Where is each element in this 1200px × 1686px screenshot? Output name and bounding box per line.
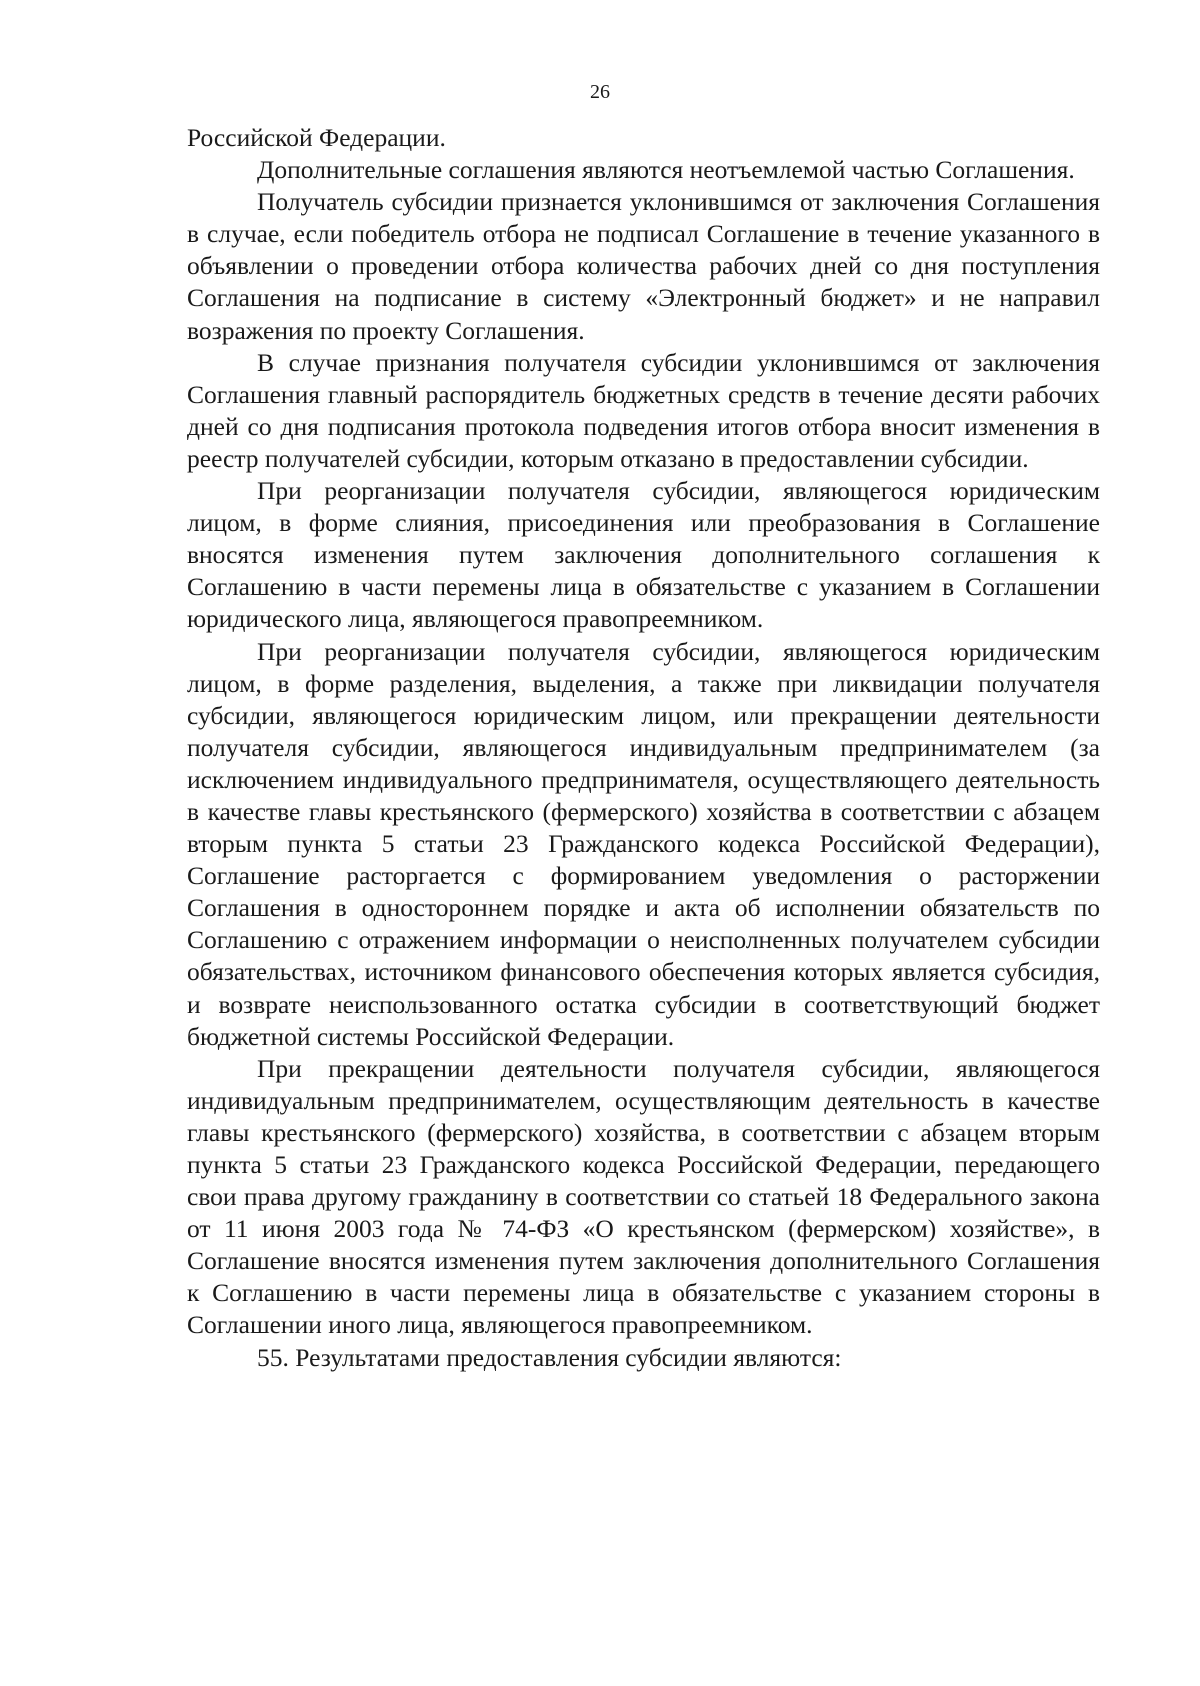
paragraph: 55. Результатами предоставления субсидии являются: xyxy=(257,1342,842,1372)
paragraph: Российской Федерации. xyxy=(187,123,446,152)
paragraph: При прекращении деятельности получателя субсидии, являющегося индивидуальным предпринимателем, осуществляющим деятельность в качестве главы крестьянского (фермерского) хозяйства, в соответствии с абзацем вторым пункта 5 статьи 23 Гражданского кодекса Российской Федерации, передающего свои права другому гражданину в соответствии со статьей 18 Федерального закона от 11 июня 2003 года № 74-ФЗ «О крестьянском (фермерском) хозяйстве», в Соглашение вносятся изменения путем заключения дополнительного Соглашения к Соглашению в части перемены лица в обязательстве с указанием стороны в Соглашении иного лица, являющегося правопреемником. xyxy=(187,1053,1100,1340)
paragraph: При реорганизации получателя субсидии, являющегося юридическим лицом, в форме слияния, присоединения или преобразования в Соглашение вносятся изменения путем заключения дополнительного соглашения к Соглашению в части перемены лица в обязательстве с указанием в Соглашении юридического лица, являющегося правопреемником. xyxy=(187,476,1100,634)
body-text xyxy=(187,122,1100,1374)
page-number: 26 xyxy=(590,81,610,103)
paragraph: В случае признания получателя субсидии уклонившимся от заключения Соглашения главный распорядитель бюджетных средств в течение десяти рабочих дней со дня подписания протокола подведения итогов отбора вносит изменения в реестр получателей субсидии, которым отказано в предоставлении субсидии. xyxy=(187,347,1100,473)
paragraph: Дополнительные соглашения являются неотъемлемой частью Соглашения. xyxy=(257,155,1075,185)
paragraph: Получатель субсидии признается уклонившимся от заключения Соглашения в случае, если победитель отбора не подписал Соглашение в течение указанного в объявлении о проведении отбора количества рабочих дней со дня поступления Соглашения на подписание в систему «Электронный бюджет» и не направил возражения по проекту Соглашения. xyxy=(187,187,1100,345)
paragraph: При реорганизации получателя субсидии, являющегося юридическим лицом, в форме разделения, выделения, а также при ликвидации получателя субсидии, являющегося юридическим лицом, или прекращении деятельности получателя субсидии, являющегося индивидуальным предпринимателем (за исключением индивидуального предпринимателя, осуществляющего деятельность в качестве главы крестьянского (фермерского) хозяйства в соответствии с абзацем вторым пункта 5 статьи 23 Гражданского кодекса Российской Федерации), Соглашение расторгается с формированием уведомления о расторжении Соглашения в одностороннем порядке и акта об исполнении обязательств по Соглашению с отражением информации о неисполненных получателем субсидии обязательствах, источником финансового обеспечения которых является субсидия, и возврате неиспользованного остатка субсидии в соответствующий бюджет бюджетной системы Российской Федерации. xyxy=(187,636,1100,1051)
